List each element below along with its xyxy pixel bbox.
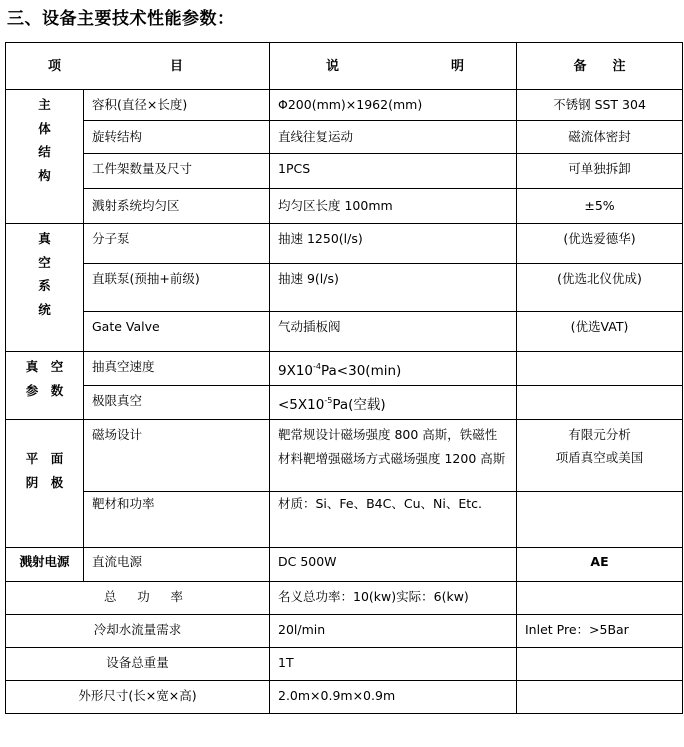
item-label: 分子泵 xyxy=(92,231,130,246)
header-item-a: 项 xyxy=(48,59,62,74)
group-main-char: 结 xyxy=(38,144,51,159)
note-text: ±5% xyxy=(584,198,615,213)
row-desc xyxy=(270,420,517,492)
header-desc-a: 说 xyxy=(326,59,340,74)
table-row xyxy=(6,582,683,615)
row-item xyxy=(84,90,270,121)
row-item xyxy=(84,386,270,420)
item-label: 极限真空 xyxy=(92,393,143,408)
desc-text: Φ200(mm)×1962(mm) xyxy=(278,97,423,112)
desc-text: 材质：Si、Fe、B4C、Cu、Ni、Etc. xyxy=(278,496,482,511)
row-desc xyxy=(270,224,517,264)
row-note xyxy=(517,90,683,121)
row-item xyxy=(6,648,270,681)
desc-text: 直线往复运动 xyxy=(278,129,354,144)
row-note xyxy=(517,386,683,420)
item-label: 溅射系统均匀区 xyxy=(92,198,180,213)
item-label-char: 率 xyxy=(170,589,183,604)
item-label: 直流电源 xyxy=(92,554,143,569)
row-note xyxy=(517,420,683,492)
table-row xyxy=(6,648,683,681)
row-desc xyxy=(270,492,517,548)
desc-base: <5X10 xyxy=(278,397,325,413)
group-main-char: 构 xyxy=(38,167,51,183)
desc-text: 气动插板阀 xyxy=(278,319,341,334)
header-item-b: 目 xyxy=(169,59,183,74)
row-note xyxy=(517,681,683,714)
row-desc xyxy=(270,548,517,582)
desc-text: 名义总功率：10(kw)实际：6(kw) xyxy=(278,589,469,604)
row-item xyxy=(84,264,270,312)
table-row xyxy=(6,90,683,121)
note-text: (优选VAT) xyxy=(570,319,629,334)
row-desc xyxy=(270,582,517,615)
table-row xyxy=(6,189,683,224)
desc-text xyxy=(270,352,516,383)
row-desc xyxy=(270,352,517,386)
note-text xyxy=(517,648,682,655)
group-planar-cathode-line: 平 面 xyxy=(25,451,64,466)
note-text xyxy=(517,352,682,359)
note-text: 磁流体密封 xyxy=(568,129,631,144)
row-item xyxy=(84,224,270,264)
desc-text: 1PCS xyxy=(278,161,311,176)
note-line: 有限元分析 xyxy=(568,427,631,442)
group-vacuum-system-char: 统 xyxy=(38,301,51,317)
header-desc xyxy=(270,43,517,90)
group-sputter-power-label: 溅射电源 xyxy=(19,554,70,569)
item-label: 设备总重量 xyxy=(106,655,169,670)
item-label: 磁场设计 xyxy=(92,427,143,442)
desc-base: 9X10 xyxy=(278,363,314,379)
row-note xyxy=(517,189,683,224)
row-item xyxy=(6,582,270,615)
table-row xyxy=(6,681,683,714)
row-desc xyxy=(270,681,517,714)
table-row xyxy=(6,386,683,420)
desc-exponent: -4 xyxy=(313,362,321,371)
group-sputter-power xyxy=(6,548,84,582)
note-text xyxy=(517,492,682,499)
row-note xyxy=(517,154,683,189)
note-line: 项盾真空或美国 xyxy=(555,450,644,465)
row-note xyxy=(517,224,683,264)
desc-text: 1T xyxy=(278,655,294,670)
row-note xyxy=(517,548,683,582)
item-label: 直联泵(预抽+前级) xyxy=(92,271,200,286)
item-label: 冷却水流量需求 xyxy=(93,622,182,637)
table-row xyxy=(6,492,683,548)
item-label: 抽真空速度 xyxy=(92,359,155,374)
row-desc xyxy=(270,615,517,648)
group-planar-cathode xyxy=(6,420,84,548)
table-row xyxy=(6,548,683,582)
note-text: 不锈钢 SST 304 xyxy=(553,97,646,112)
desc-text: 靶常规设计磁场强度 800 高斯，铁磁性材料靶增强磁场方式磁场强度 1200 高斯 xyxy=(278,427,506,466)
row-item xyxy=(84,121,270,154)
row-desc xyxy=(270,121,517,154)
item-label: Gate Valve xyxy=(92,319,160,334)
row-desc xyxy=(270,312,517,352)
row-item xyxy=(84,420,270,492)
table-row xyxy=(6,312,683,352)
row-item xyxy=(6,681,270,714)
note-text xyxy=(517,681,682,688)
row-note xyxy=(517,615,683,648)
note-text xyxy=(517,420,682,469)
note-text xyxy=(517,582,682,589)
group-vacuum-system-char: 系 xyxy=(38,278,51,293)
row-note xyxy=(517,312,683,352)
header-note xyxy=(517,43,683,90)
item-label: 靶材和功率 xyxy=(92,496,155,511)
table-row xyxy=(6,121,683,154)
row-desc xyxy=(270,648,517,681)
item-label: 旋转结构 xyxy=(92,129,143,144)
desc-text: 抽速 1250(l/s) xyxy=(278,231,363,246)
note-text: Inlet Pre：>5Bar xyxy=(525,622,629,637)
row-note xyxy=(517,352,683,386)
table-row xyxy=(6,224,683,264)
group-vacuum-system xyxy=(6,224,84,352)
row-note xyxy=(517,121,683,154)
item-label: 容积(直径×长度) xyxy=(92,97,188,112)
group-main-char: 体 xyxy=(38,120,51,136)
row-note xyxy=(517,492,683,548)
table-header-row xyxy=(6,43,683,90)
item-label-char: 功 xyxy=(137,589,150,604)
row-note xyxy=(517,582,683,615)
header-desc-b: 明 xyxy=(450,59,464,74)
table-row xyxy=(6,154,683,189)
row-note xyxy=(517,264,683,312)
row-item xyxy=(84,548,270,582)
table-row xyxy=(6,264,683,312)
row-desc xyxy=(270,90,517,121)
note-text: AE xyxy=(590,554,609,569)
desc-text: 均匀区长度 100mm xyxy=(278,198,393,213)
row-note xyxy=(517,648,683,681)
table-row xyxy=(6,352,683,386)
desc-text: 抽速 9(l/s) xyxy=(278,271,339,286)
desc-unit: Pa<30(min) xyxy=(321,363,402,379)
desc-text xyxy=(270,386,516,417)
row-item xyxy=(84,492,270,548)
row-desc xyxy=(270,189,517,224)
group-planar-cathode-line: 阴 极 xyxy=(25,474,64,490)
note-text: (优选北仪优成) xyxy=(557,271,642,286)
note-text: (优选爱德华) xyxy=(563,231,636,246)
row-item xyxy=(6,615,270,648)
group-vacuum-system-char: 真 xyxy=(38,231,51,246)
group-main xyxy=(6,90,84,224)
row-desc xyxy=(270,386,517,420)
table-row xyxy=(6,420,683,492)
group-vacuum-params-line: 真 空 xyxy=(25,359,64,374)
row-item xyxy=(84,312,270,352)
row-item xyxy=(84,189,270,224)
desc-exponent: -5 xyxy=(324,396,333,405)
section-heading: 三、设备主要技术性能参数： xyxy=(7,9,235,29)
group-vacuum-params-line: 参 数 xyxy=(25,382,64,398)
spec-table xyxy=(5,42,683,714)
header-note-label: 备 注 xyxy=(573,59,626,74)
item-label-char: 总 xyxy=(104,589,117,604)
row-desc xyxy=(270,154,517,189)
item-label: 外形尺寸(长×宽×高) xyxy=(78,688,197,703)
item-label: 工件架数量及尺寸 xyxy=(92,161,193,176)
desc-text: DC 500W xyxy=(278,554,337,569)
desc-text: 20l/min xyxy=(278,622,326,637)
table-row xyxy=(6,615,683,648)
desc-unit: Pa(空载) xyxy=(332,397,386,413)
row-desc xyxy=(270,264,517,312)
row-item xyxy=(84,352,270,386)
group-vacuum-params xyxy=(6,352,84,420)
header-item xyxy=(6,43,270,90)
row-item xyxy=(84,154,270,189)
desc-text: 2.0m×0.9m×0.9m xyxy=(278,688,396,703)
group-main-char: 主 xyxy=(38,97,51,112)
note-text xyxy=(517,386,682,393)
note-text: 可单独拆卸 xyxy=(568,161,631,176)
group-vacuum-system-char: 空 xyxy=(38,254,51,270)
